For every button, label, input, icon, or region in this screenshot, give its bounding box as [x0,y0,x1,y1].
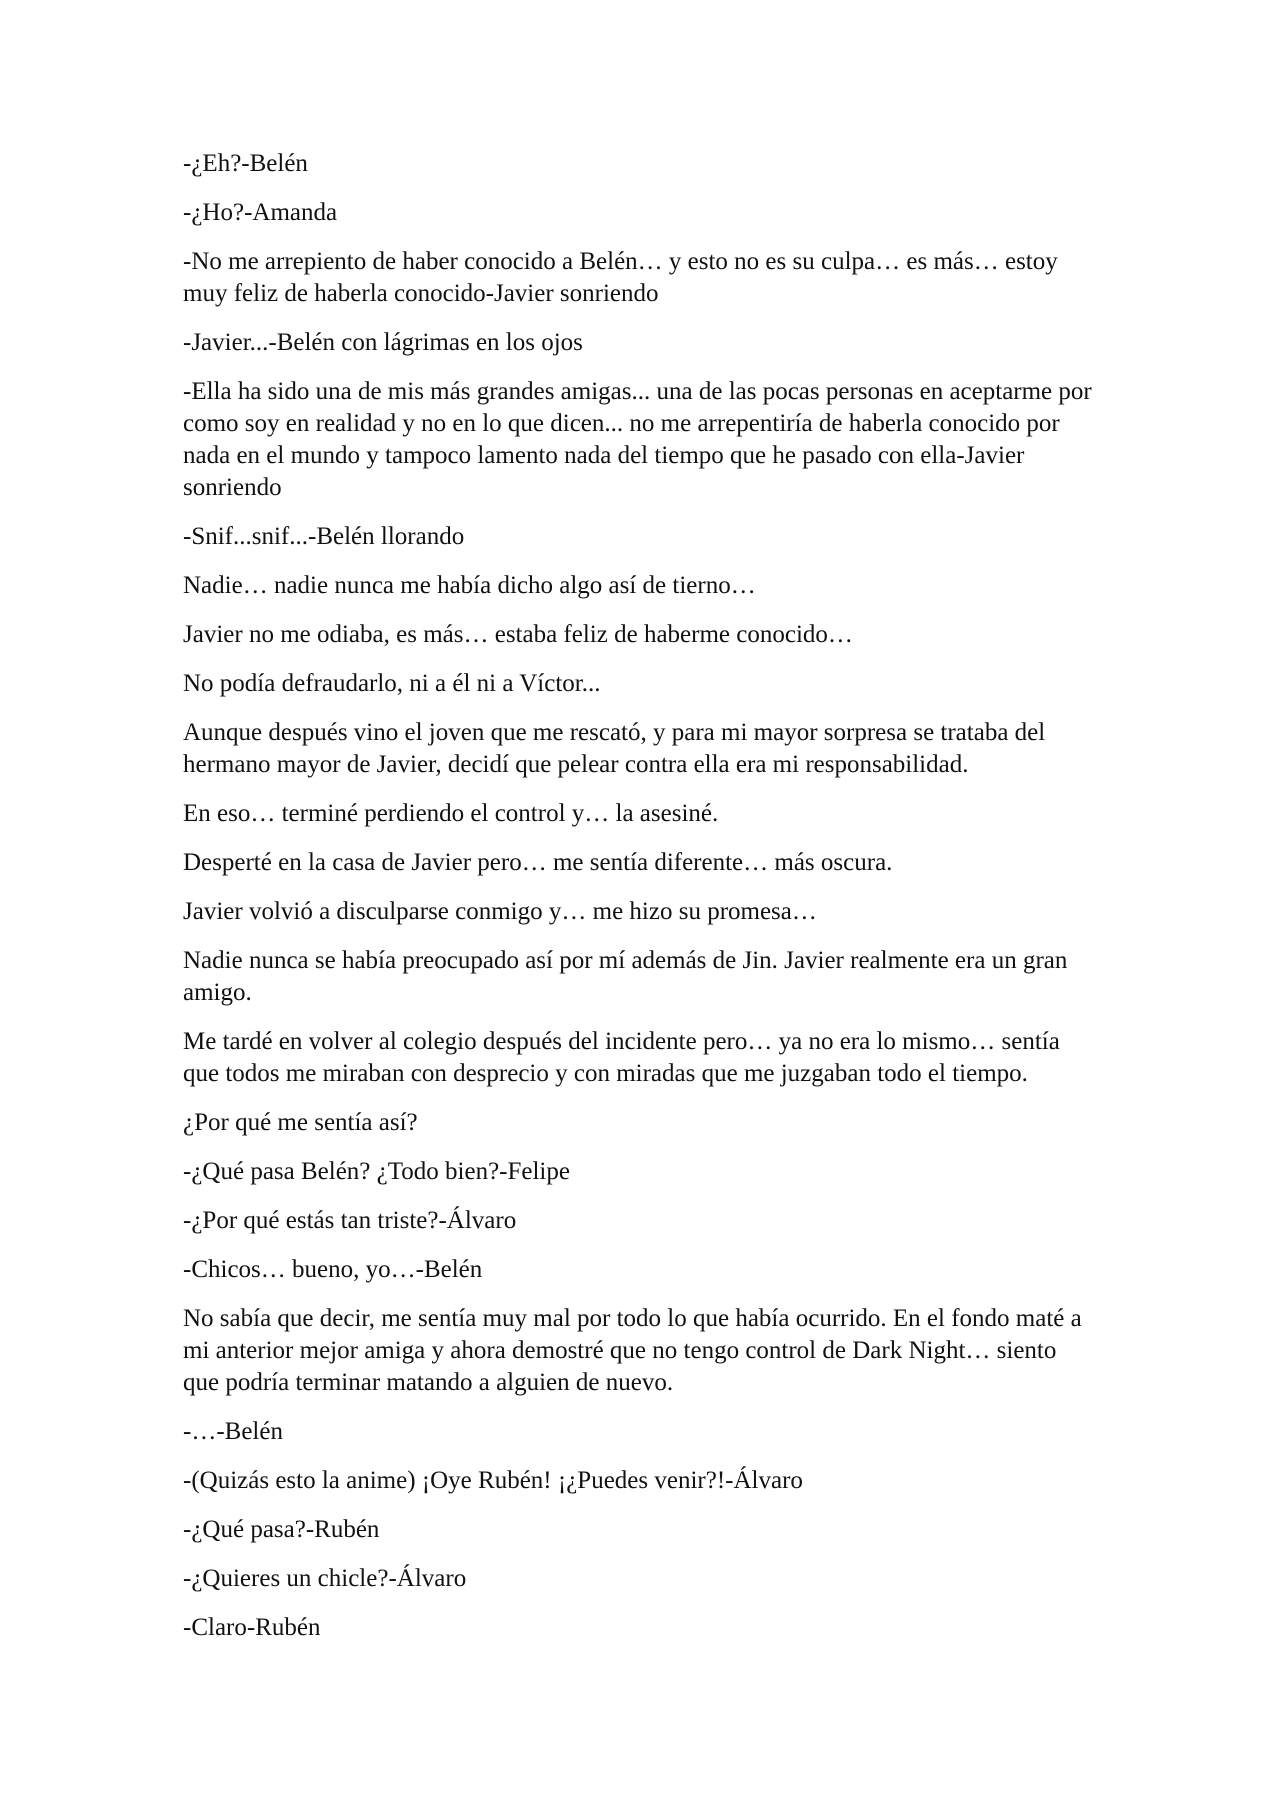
paragraph: -¿Por qué estás tan triste?-Álvaro [183,1207,517,1234]
paragraph: Nadie… nadie nunca me había dicho algo así de tierno… [183,572,756,599]
paragraph: -¿Qué pasa Belén? ¿Todo bien?-Felipe [183,1158,570,1185]
paragraph: No podía defraudarlo, ni a él ni a Víctor... [183,670,601,697]
paragraph: -¿Eh?-Belén [183,150,308,177]
paragraph: -¿Quieres un chicle?-Álvaro [183,1565,467,1592]
paragraph: Aunque después vino el joven que me rescató, y para mi mayor sorpresa se trataba del hermano mayor de Javier, decidí que pelear contra ella era mi responsabilidad. [183,719,1046,778]
paragraph: -¿Ho?-Amanda [183,199,338,226]
paragraph: Desperté en la casa de Javier pero… me sentía diferente… más oscura. [183,849,893,876]
paragraph: Javier volvió a disculparse conmigo y… me hizo su promesa… [183,898,817,925]
paragraph: -Snif...snif...-Belén llorando [183,523,465,550]
paragraph: -Chicos… bueno, yo…-Belén [183,1256,483,1283]
paragraph: -Claro-Rubén [183,1614,321,1641]
paragraph: ¿Por qué me sentía así? [183,1109,418,1136]
paragraph: Javier no me odiaba, es más… estaba feliz de haberme conocido… [183,621,853,648]
paragraph: Me tardé en volver al colegio después del incidente pero… ya no era lo mismo… sentía que todos me miraban con desprecio y con miradas que me juzgaban todo el tiempo. [183,1028,1060,1087]
paragraph: -Ella ha sido una de mis más grandes amigas... una de las pocas personas en aceptarme por como soy en realidad y no en lo que dicen... no me arrepentiría de haberla conocido por nada en el mundo y tampoco lamento nada del tiempo que he pasado con ella-Javier sonriendo [183,378,1092,501]
paragraph: -Javier...-Belén con lágrimas en los ojos [183,329,583,356]
paragraph: -No me arrepiento de haber conocido a Belén… y esto no es su culpa… es más… estoy muy feliz de haberla conocido-Javier sonriendo [183,248,1058,307]
paragraph: No sabía que decir, me sentía muy mal por todo lo que había ocurrido. En el fondo maté a mi anterior mejor amiga y ahora demostré que no tengo control de Dark Night… siento que podría terminar matando a alguien de nuevo. [183,1305,1082,1396]
paragraph: -…-Belén [183,1418,283,1445]
paragraph: En eso… terminé perdiendo el control y… la asesiné. [183,800,719,827]
paragraph: -¿Qué pasa?-Rubén [183,1516,380,1543]
document-body [183,148,1098,1661]
paragraph: Nadie nunca se había preocupado así por mí además de Jin. Javier realmente era un gran amigo. [183,947,1068,1006]
paragraph: -(Quizás esto la anime) ¡Oye Rubén! ¡¿Puedes venir?!-Álvaro [183,1467,803,1494]
